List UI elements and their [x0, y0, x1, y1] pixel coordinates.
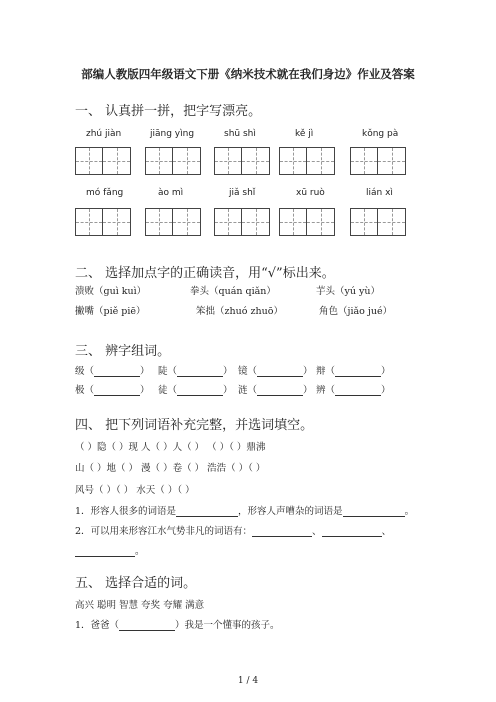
pinyin-5: kǒng pà	[362, 129, 399, 139]
writing-box-3[interactable]	[214, 147, 270, 175]
word-group-4: 辩（ ）	[316, 366, 391, 377]
pinyin-6: mó fǎng	[86, 188, 124, 198]
page-title: 部编人教版四年级语文下册《纳米技术就在我们身边》作业及答案	[81, 67, 415, 81]
fill-question-2-cont: 。	[75, 543, 145, 557]
writing-box-10[interactable]	[350, 208, 406, 236]
writing-box-8[interactable]	[214, 208, 270, 236]
fill-question-2: 2．可以用来形容江水气势非凡的词语有： 、 、	[75, 526, 392, 537]
answer-blank[interactable]	[252, 527, 312, 537]
pinyin-8: jiǎ shǐ	[229, 188, 256, 198]
answer-blank[interactable]	[343, 507, 405, 517]
word-group-8: 辨（ ）	[316, 385, 391, 396]
answer-blank[interactable]	[94, 386, 140, 396]
word-group-7: 涟（ ）	[238, 385, 313, 396]
writing-box-4[interactable]	[279, 147, 335, 175]
answer-blank[interactable]	[257, 367, 303, 377]
pinyin-3: shū shì	[224, 129, 256, 139]
reading-item-5[interactable]: 笨拙（zhuó zhuō）	[196, 306, 283, 317]
pinyin-2: jiāng yìng	[150, 129, 195, 139]
answer-blank[interactable]	[119, 621, 175, 631]
pinyin-10: lián xì	[366, 188, 393, 198]
section-2-heading: 二、 选择加点字的正确读音，用“√”标出来。	[75, 266, 335, 281]
reading-item-3[interactable]: 芋头（yú yù）	[316, 286, 380, 297]
word-group-1: 级（ ）	[75, 366, 150, 377]
pinyin-4: kě jì	[295, 129, 314, 139]
choice-question-1: 1．爸爸（ ）我是一个懂事的孩子。	[75, 620, 280, 631]
answer-blank[interactable]	[177, 386, 223, 396]
reading-item-1[interactable]: 溃败（guì kuì）	[75, 286, 147, 297]
word-group-5: 极（ ）	[75, 385, 150, 396]
pinyin-1: zhú jiàn	[86, 129, 122, 139]
answer-blank[interactable]	[176, 507, 238, 517]
word-bank: 高兴 聪明 智慧 夸奖 夸耀 满意	[75, 600, 205, 611]
fill-question-1: 1．形容人很多的词语是 ，形容人声嘈杂的词语是 。	[75, 506, 415, 517]
word-group-6: 徒（ ）	[158, 385, 233, 396]
pinyin-7: ào mì	[158, 188, 184, 198]
writing-box-5[interactable]	[350, 147, 406, 175]
reading-item-4[interactable]: 撇嘴（piě piē）	[75, 306, 146, 317]
answer-blank[interactable]	[257, 386, 303, 396]
word-group-3: 镜（ ）	[238, 366, 313, 377]
answer-blank[interactable]	[94, 367, 140, 377]
answer-blank[interactable]	[177, 367, 223, 377]
idiom-row-3[interactable]: 风号（ ）（ ） 水天（ ）（ ）	[75, 485, 195, 496]
answer-blank[interactable]	[75, 547, 135, 557]
idiom-row-2[interactable]: 山（ ）地（ ） 漫（ ）卷（ ） 浩浩（ ）（ ）	[75, 463, 266, 474]
page-number: 1 / 4	[237, 676, 259, 686]
pinyin-9: xū ruò	[296, 188, 325, 198]
writing-box-9[interactable]	[279, 208, 335, 236]
writing-box-7[interactable]	[145, 208, 201, 236]
answer-blank[interactable]	[335, 367, 381, 377]
writing-box-2[interactable]	[145, 147, 201, 175]
answer-blank[interactable]	[322, 527, 382, 537]
writing-box-6[interactable]	[75, 208, 131, 236]
answer-blank[interactable]	[335, 386, 381, 396]
idiom-row-1[interactable]: （ ）隐（ ）现 人（ ）人（ ） （ ）（ ）鼎沸	[75, 442, 266, 453]
section-1-heading: 一、 认真拼一拼，把字写漂亮。	[75, 104, 262, 119]
reading-item-2[interactable]: 拳头（quán qiǎn）	[190, 286, 276, 297]
writing-box-1[interactable]	[75, 147, 131, 175]
section-3-heading: 三、 辨字组词。	[75, 344, 171, 359]
section-5-heading: 五、 选择合适的词。	[75, 576, 197, 591]
reading-item-6[interactable]: 角色（jiǎo jué）	[319, 306, 393, 317]
word-group-2: 陡（ ）	[158, 366, 233, 377]
section-4-heading: 四、 把下列词语补充完整，并选词填空。	[75, 418, 314, 433]
